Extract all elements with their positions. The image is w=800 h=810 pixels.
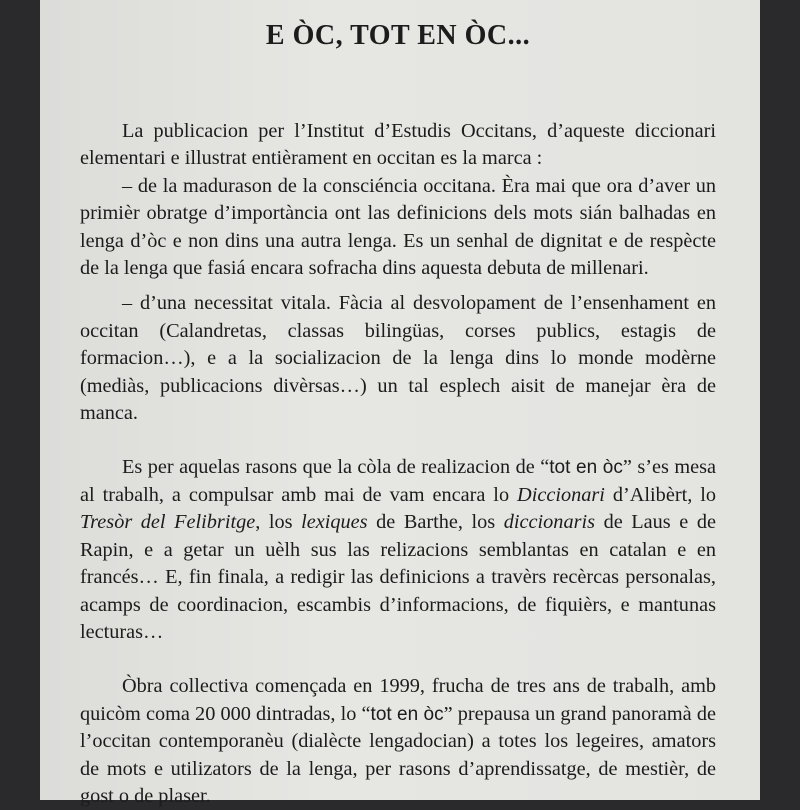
brand-name: tot en òc — [370, 703, 444, 725]
work-title: diccionaris — [503, 511, 596, 534]
reasons-paragraph — [80, 454, 716, 646]
work-title: Tresòr del Felibritge — [80, 511, 256, 534]
text-run: de Barthe, los — [367, 511, 504, 534]
brand-name: tot en òc — [549, 457, 623, 479]
spacer — [80, 282, 716, 290]
text-run: de Laus e de Rapin, e a getar un uèlh sus las relizacions semblantas en catalan e en francés… E, fin finala, a redigir las definicions a travèrs recèrcas personalas, acamps de coordinacion, escambis d’informacions, de fiquièrs, e mantunas lecturas… — [80, 511, 716, 643]
intro-paragraph: La publicacion per l’Institut d’Estudis Occitans, d’aqueste diccionari elementari e illustrat entièrament en occitan es la marca : — [80, 120, 716, 170]
point-necessity: – d’una necessitat vitala. Fàcia al desvolopament de l’ensenhament en occitan (Calandretas, classas bilingüas, corses publics, estagis de formacion…), e a la socializacion de la lenga dins lo monde modèrne (mediàs, publicacions divèrsas…) un tal esplech aisit de manejar èra de manca. — [80, 292, 716, 425]
book-page — [40, 0, 760, 807]
text-run: Es per aquelas rasons que la còla de realizacion de “ — [122, 456, 550, 479]
spacer — [80, 646, 716, 673]
text-run: ” s’es mesa al trabalh, a compulsar amb mai de vam encara lo — [80, 456, 716, 506]
point-maturity: – de la madurason de la consciéncia occitana. Èra mai que ora d’aver un primièr obratge d’importància ont las definicions dels mots sián balhadas en lenga d’òc e non dins una autra lenga. Es un senhal de dignitat e de respècte de la lenga que fasiá encara sofracha dins aquesta debuta de millenari. — [80, 174, 716, 280]
text-run: Òbra collectiva començada en 1999, frucha de tres ans de trabalh, amb quicòm coma 20 000 dintradas, lo “ — [80, 675, 716, 725]
work-title: Diccionari — [517, 483, 605, 506]
page-title: E ÒC, TOT EN ÒC... — [265, 20, 531, 51]
collective-work-paragraph — [80, 673, 716, 810]
text-run: ” prepausa un grand panoramà de l’occitan contemporanèu (dialècte lengadocian) a totes los legeires, amators de mots e utilizators de la lenga, per rasons d’aprendissatge, de mestièr, de gost o de plaser. — [80, 702, 716, 807]
spacer — [80, 427, 716, 454]
page-body — [80, 118, 716, 810]
work-title: lexiques — [301, 511, 368, 534]
text-run: , los — [255, 511, 302, 534]
text-run: d’Alibèrt, lo — [604, 483, 717, 506]
